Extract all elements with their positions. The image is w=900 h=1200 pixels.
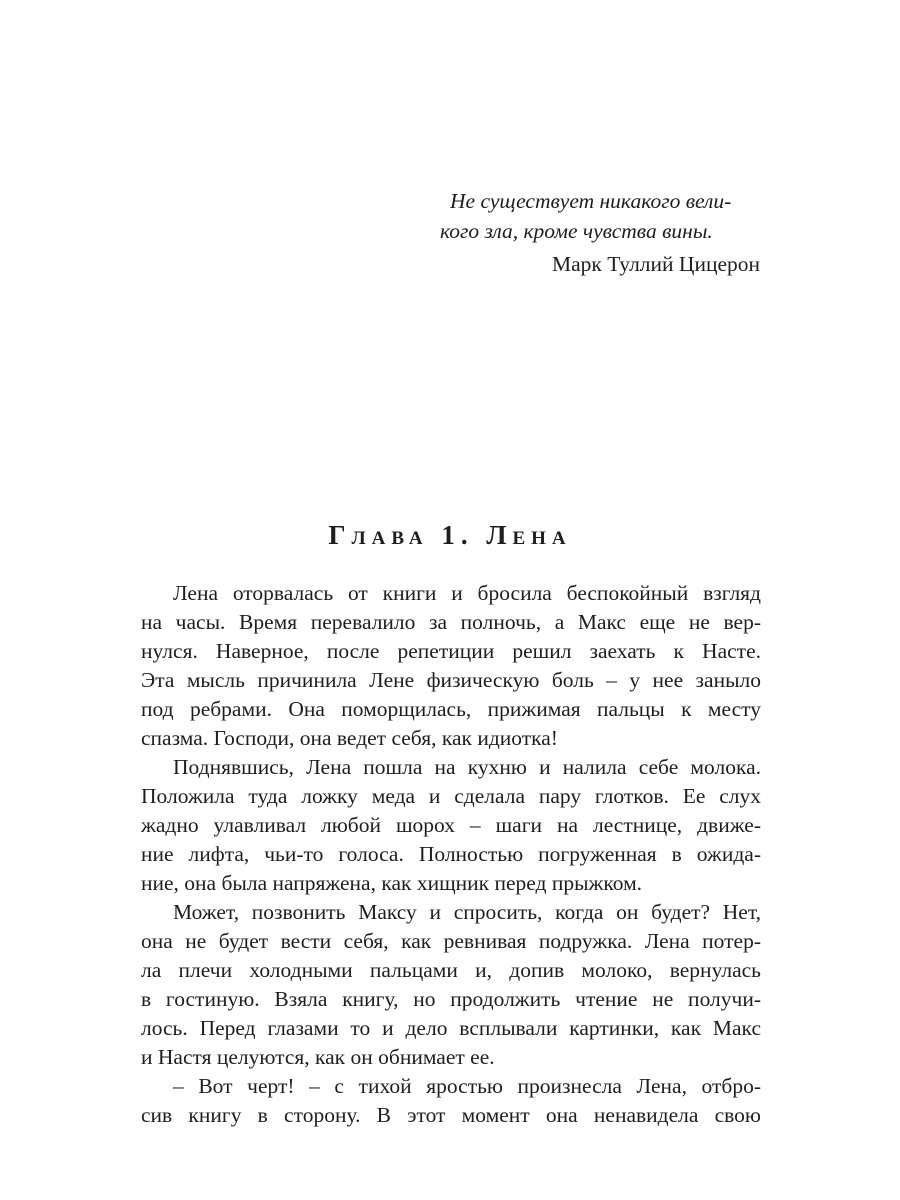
chapter-title: Глава 1. Лена bbox=[328, 520, 572, 550]
text-line: под ребрами. Она поморщилась, прижимая пальцы к месту bbox=[141, 697, 761, 721]
text-line: Поднявшись, Лена пошла на кухню и налила себе молока. bbox=[173, 755, 761, 779]
text-line: Может, позвонить Максу и спросить, когда он будет? Нет, bbox=[173, 900, 761, 924]
text-line: и Настя целуются, как он обнимает ее. bbox=[141, 1045, 495, 1069]
text-line: Лена оторвалась от книги и бросила беспокойный взгляд bbox=[173, 581, 761, 605]
text-line: лось. Перед глазами то и дело всплывали картинки, как Макс bbox=[141, 1016, 761, 1040]
text-line: жадно улавливал любой шорох – шаги на лестнице, движе- bbox=[141, 813, 761, 837]
epigraph-author: Марк Туллий Цицерон bbox=[551, 252, 760, 276]
text-line: ние лифта, чьи-то голоса. Полностью погруженная в ожида- bbox=[141, 842, 761, 866]
text-line: – Вот черт! – с тихой яростью произнесла Лена, отбро- bbox=[173, 1074, 761, 1098]
text-line: сив книгу в сторону. В этот момент она ненавидела свою bbox=[141, 1103, 761, 1127]
text-line: на часы. Время перевалило за полночь, а Макс еще не вер- bbox=[141, 610, 761, 634]
text-line: она не будет вести себя, как ревнивая подружка. Лена потер- bbox=[141, 929, 761, 953]
epigraph bbox=[440, 186, 760, 279]
text-line: ла плечи холодными пальцами и, допив молоко, вернулась bbox=[141, 958, 761, 982]
text-line: в гостиную. Взяла книгу, но продолжить чтение не получи- bbox=[141, 987, 761, 1011]
body-text bbox=[141, 579, 761, 1130]
text-line: спазма. Господи, она ведет себя, как идиотка! bbox=[141, 726, 558, 750]
text-line: Эта мысль причинила Лене физическую боль – у нее заныло bbox=[141, 668, 761, 692]
text-line: ние, она была напряжена, как хищник перед прыжком. bbox=[141, 871, 643, 895]
epigraph-quote-line: кого зла, кроме чувства вины. bbox=[440, 219, 713, 243]
text-line: Положила туда ложку меда и сделала пару глотков. Ее слух bbox=[141, 784, 761, 808]
epigraph-quote-line: Не существует никакого вели- bbox=[450, 189, 732, 213]
text-line: нулся. Наверное, после репетиции решил заехать к Насте. bbox=[141, 639, 761, 663]
